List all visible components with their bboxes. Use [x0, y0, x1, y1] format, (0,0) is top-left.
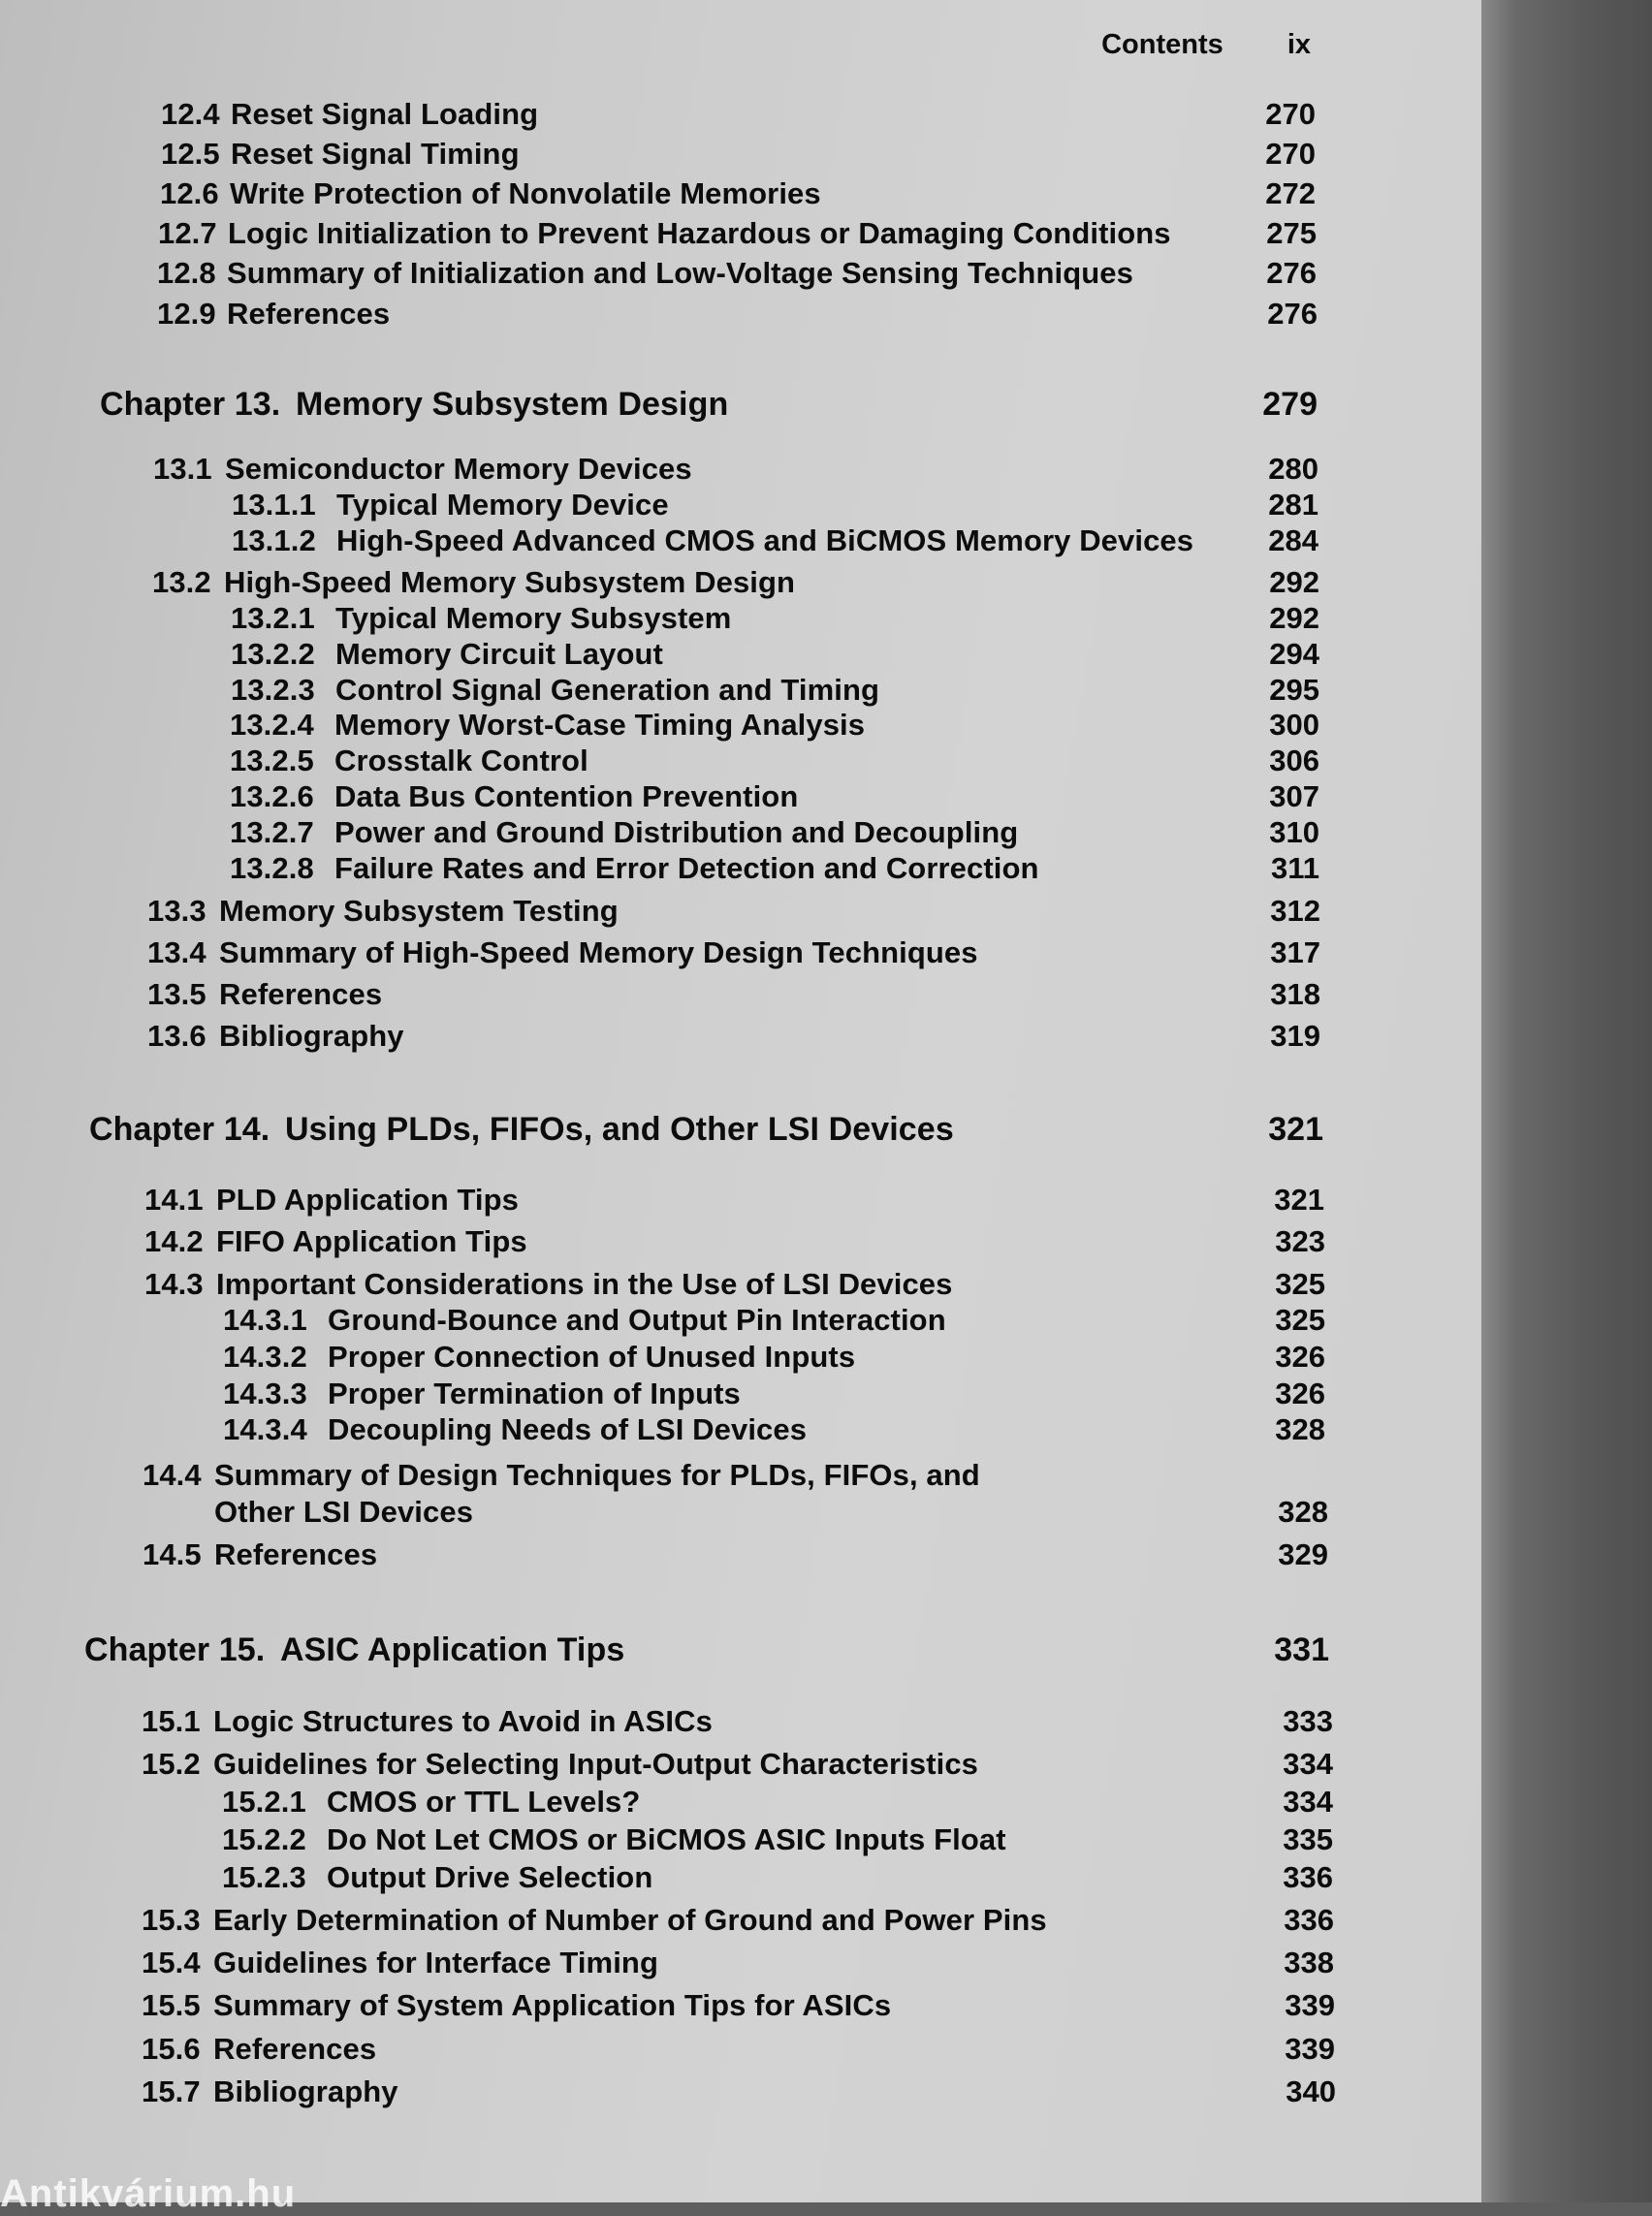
toc-entry — [142, 1903, 1538, 1940]
toc-entry — [222, 1822, 1618, 1859]
section-title: Summary of High-Speed Memory Design Techniques — [219, 935, 978, 969]
page-number: 276 — [1266, 256, 1317, 290]
entry-text — [160, 176, 821, 211]
section-number: 15.5 — [142, 1988, 201, 2022]
page-number: 328 — [1275, 1412, 1325, 1446]
section-number: 12.6 — [160, 176, 219, 210]
entry-text — [143, 1495, 473, 1530]
entry-text — [144, 1267, 952, 1302]
entry-text — [230, 708, 865, 743]
entry-text — [153, 452, 692, 487]
section-number: 13.3 — [147, 894, 206, 928]
section-number: 12.5 — [161, 137, 220, 171]
toc-entry — [230, 744, 1626, 780]
entry-text — [142, 1747, 978, 1782]
section-title: Write Protection of Nonvolatile Memories — [230, 176, 821, 210]
section-title: Logic Structures to Avoid in ASICs — [213, 1704, 713, 1738]
toc-entry — [232, 488, 1628, 524]
page-number: 321 — [1274, 1183, 1324, 1217]
entry-text — [142, 1903, 1047, 1938]
section-number: 13.2.2 — [231, 637, 315, 671]
toc-entry — [230, 851, 1626, 888]
section-number: 14.4 — [143, 1458, 202, 1492]
entry-text — [142, 2074, 398, 2109]
section-number: 13.6 — [147, 1019, 206, 1053]
toc-entry — [157, 256, 1553, 293]
section-number: 13.2.6 — [230, 779, 314, 813]
page-number: 307 — [1269, 779, 1319, 813]
entry-text — [161, 97, 538, 132]
page-number: 306 — [1269, 744, 1319, 777]
page-number: 294 — [1269, 637, 1319, 671]
section-number: 14.5 — [143, 1537, 202, 1571]
page-number: 270 — [1265, 97, 1316, 131]
toc-entry — [142, 2074, 1538, 2111]
section-title: ASIC Application Tips — [280, 1631, 625, 1668]
entry-text — [232, 523, 1193, 558]
page-number: 326 — [1275, 1340, 1325, 1374]
section-title: Memory Worst-Case Timing Analysis — [334, 708, 866, 742]
section-title: Guidelines for Selecting Input-Output Characteristics — [213, 1747, 979, 1781]
section-title: Proper Connection of Unused Inputs — [328, 1340, 856, 1374]
entry-text — [223, 1412, 807, 1447]
entry-text — [230, 744, 588, 778]
page-number: 334 — [1283, 1747, 1333, 1781]
toc-entry — [222, 1785, 1618, 1821]
toc-entry — [142, 1747, 1538, 1784]
section-number: 13.1 — [153, 452, 212, 486]
page-number: 276 — [1267, 297, 1318, 331]
toc-entry — [232, 523, 1628, 560]
section-title: Logic Initialization to Prevent Hazardous or Damaging Conditions — [228, 216, 1171, 250]
toc-entry — [147, 894, 1543, 931]
section-title: High-Speed Memory Subsystem Design — [224, 565, 796, 599]
toc-entry — [142, 1946, 1538, 1982]
entry-text — [100, 386, 728, 424]
entry-text — [89, 1111, 954, 1149]
page-number: 325 — [1275, 1267, 1325, 1301]
entry-text — [143, 1537, 377, 1572]
page-number: 329 — [1278, 1537, 1328, 1571]
toc-entry — [161, 137, 1557, 174]
header-page-number: ix — [1287, 29, 1311, 60]
section-number: 15.2.3 — [222, 1860, 306, 1894]
page-number: 323 — [1275, 1224, 1325, 1258]
section-number: 13.2.4 — [230, 708, 314, 742]
entry-text — [143, 1458, 980, 1493]
toc-entry — [144, 1224, 1541, 1261]
section-number: 14.2 — [144, 1224, 204, 1258]
page-number: 319 — [1270, 1019, 1320, 1053]
section-title: Proper Termination of Inputs — [328, 1377, 741, 1410]
entry-text — [222, 1785, 640, 1820]
page-number: 284 — [1268, 523, 1318, 557]
entry-text — [147, 935, 978, 970]
section-title: Memory Circuit Layout — [335, 637, 663, 671]
entry-text — [152, 565, 795, 600]
section-number: 12.9 — [157, 297, 216, 331]
section-title: Guidelines for Interface Timing — [213, 1946, 659, 1979]
entry-text — [147, 977, 382, 1012]
toc-entry — [231, 601, 1627, 638]
entry-text — [230, 815, 1018, 850]
entry-text — [223, 1377, 741, 1411]
section-title: Other LSI Devices — [214, 1495, 474, 1529]
toc-entry — [160, 176, 1556, 213]
watermark: Antikvárium.hu — [0, 2172, 297, 2215]
toc-entry — [157, 297, 1553, 333]
section-title: Decoupling Needs of LSI Devices — [328, 1412, 808, 1446]
toc-entry — [223, 1377, 1619, 1413]
section-number: 13.1.1 — [232, 488, 316, 522]
entry-text — [232, 488, 669, 522]
toc-entry — [152, 565, 1548, 602]
toc-entry — [161, 97, 1557, 134]
page-number: 326 — [1275, 1377, 1325, 1410]
toc-entry — [147, 1019, 1543, 1056]
section-number: 15.1 — [142, 1704, 201, 1738]
toc-entry — [230, 708, 1626, 744]
section-number: 15.2 — [142, 1747, 201, 1781]
section-title: Control Signal Generation and Timing — [335, 673, 880, 707]
entry-text — [230, 851, 1039, 886]
page-number: 292 — [1269, 565, 1319, 599]
section-title: PLD Application Tips — [216, 1183, 520, 1217]
section-title: Summary of Design Techniques for PLDs, FIFOs, and — [214, 1458, 980, 1492]
section-title: Bibliography — [213, 2074, 398, 2108]
section-number: 15.3 — [142, 1903, 201, 1937]
section-number: 14.3.3 — [223, 1377, 307, 1410]
header-title: Contents — [1101, 29, 1223, 60]
page-number: 335 — [1283, 1822, 1333, 1856]
page-number: 275 — [1266, 216, 1317, 250]
chapter-heading — [89, 1111, 1485, 1148]
section-title: FIFO Application Tips — [216, 1224, 527, 1258]
section-number: 14.3.1 — [223, 1303, 307, 1337]
toc-entry — [147, 977, 1543, 1014]
section-number: Chapter 15. — [84, 1631, 266, 1668]
entry-text — [144, 1183, 519, 1218]
section-number: Chapter 14. — [89, 1111, 270, 1148]
page-number: 334 — [1283, 1785, 1333, 1819]
entry-text — [231, 637, 663, 672]
entry-text — [230, 779, 798, 814]
entry-text — [222, 1860, 652, 1895]
entry-text — [158, 216, 1171, 251]
section-number: 12.7 — [158, 216, 217, 250]
page-number: 312 — [1270, 894, 1320, 928]
page-number: 331 — [1274, 1631, 1329, 1668]
page-number: 321 — [1268, 1111, 1323, 1148]
page-number: 272 — [1265, 176, 1316, 210]
page-number: 336 — [1283, 1860, 1333, 1894]
section-number: 13.2.8 — [230, 851, 314, 885]
section-title: Data Bus Contention Prevention — [334, 779, 799, 813]
section-title: Early Determination of Number of Ground and Power Pins — [213, 1903, 1047, 1937]
section-title: Failure Rates and Error Detection and Correction — [334, 851, 1039, 885]
entry-text — [142, 2032, 376, 2067]
section-title: References — [213, 2032, 377, 2066]
toc-entry — [223, 1303, 1619, 1340]
section-title: CMOS or TTL Levels? — [327, 1785, 641, 1819]
section-title: Output Drive Selection — [327, 1860, 653, 1894]
section-number: 13.2.1 — [231, 601, 315, 635]
page-number: 328 — [1278, 1495, 1328, 1529]
section-number: 13.1.2 — [232, 523, 316, 557]
section-title: Summary of System Application Tips for ASICs — [213, 1988, 892, 2022]
entry-text — [147, 1019, 404, 1054]
toc-entry — [142, 1704, 1538, 1741]
chapter-heading — [84, 1631, 1480, 1668]
toc-entry — [143, 1537, 1539, 1574]
section-number: 14.3.2 — [223, 1340, 307, 1374]
page-number: 325 — [1275, 1303, 1325, 1337]
section-title: References — [227, 297, 391, 331]
toc-entry — [223, 1340, 1619, 1377]
toc-entry — [142, 2032, 1538, 2069]
page-number: 300 — [1269, 708, 1319, 742]
entry-text — [161, 137, 520, 172]
toc-entry — [231, 673, 1627, 710]
page-number: 270 — [1265, 137, 1316, 171]
section-title: Ground-Bounce and Output Pin Interaction — [328, 1303, 946, 1337]
toc-entry — [153, 452, 1549, 489]
section-title: Typical Memory Subsystem — [335, 601, 732, 635]
section-number: 13.2.5 — [230, 744, 314, 777]
section-title: Crosstalk Control — [334, 744, 588, 777]
section-number: 13.2.7 — [230, 815, 314, 849]
entry-text — [223, 1303, 946, 1338]
section-number: 14.3 — [144, 1267, 204, 1301]
page-number: 311 — [1270, 851, 1319, 885]
section-title: Important Considerations in the Use of LSI Devices — [216, 1267, 953, 1301]
entry-text — [142, 1946, 658, 1980]
toc-entry — [231, 637, 1627, 674]
toc-entry — [222, 1860, 1618, 1897]
page-number: 279 — [1262, 386, 1318, 423]
entry-text — [157, 256, 1133, 291]
toc-entry — [144, 1267, 1541, 1304]
entry-text — [222, 1822, 1006, 1857]
section-number: Chapter 13. — [100, 386, 281, 423]
page-number: 318 — [1270, 977, 1320, 1011]
section-title: References — [214, 1537, 378, 1571]
section-title: Semiconductor Memory Devices — [225, 452, 692, 486]
section-title: Memory Subsystem Testing — [219, 894, 619, 928]
section-number: 15.7 — [142, 2074, 201, 2108]
section-title: Reset Signal Loading — [231, 97, 539, 131]
toc-entry — [147, 935, 1543, 972]
entry-text — [147, 894, 619, 929]
section-title: Memory Subsystem Design — [296, 386, 729, 423]
section-title: High-Speed Advanced CMOS and BiCMOS Memory Devices — [336, 523, 1194, 557]
page-number: 339 — [1285, 2032, 1335, 2066]
page-number: 333 — [1283, 1704, 1333, 1738]
toc-entry — [144, 1183, 1541, 1219]
section-title: Bibliography — [219, 1019, 404, 1053]
entry-text — [231, 673, 879, 708]
section-number: 15.4 — [142, 1946, 201, 1979]
toc-entry — [223, 1412, 1619, 1449]
entry-text — [157, 297, 390, 332]
page-number: 336 — [1284, 1903, 1334, 1937]
page-number: 317 — [1270, 935, 1320, 969]
page-number: 281 — [1268, 488, 1318, 522]
section-number: 13.5 — [147, 977, 206, 1011]
section-title: Summary of Initialization and Low-Voltage Sensing Techniques — [227, 256, 1133, 290]
section-number: 15.6 — [142, 2032, 201, 2066]
page-number: 338 — [1284, 1946, 1334, 1979]
section-title: Power and Ground Distribution and Decoupling — [334, 815, 1019, 849]
toc-entry — [143, 1495, 1539, 1532]
entry-text — [84, 1631, 624, 1669]
toc-entry — [158, 216, 1554, 253]
section-title: Typical Memory Device — [336, 488, 669, 522]
page-number: 292 — [1269, 601, 1319, 635]
toc-entry — [143, 1458, 1539, 1495]
section-number: 15.2.2 — [222, 1822, 306, 1856]
page-number: 340 — [1286, 2074, 1336, 2108]
entry-text — [142, 1988, 891, 2023]
entry-text — [144, 1224, 527, 1259]
section-number: 13.2.3 — [231, 673, 315, 707]
chapter-heading — [100, 386, 1496, 423]
section-number: 13.2 — [152, 565, 211, 599]
page-number: 295 — [1269, 673, 1319, 707]
toc-entry — [230, 779, 1626, 816]
section-number: 12.4 — [161, 97, 220, 131]
section-title: Do Not Let CMOS or BiCMOS ASIC Inputs Float — [327, 1822, 1006, 1856]
section-number: 12.8 — [157, 256, 216, 290]
toc-entry — [230, 815, 1626, 852]
page-number: 280 — [1268, 452, 1318, 486]
entry-text — [223, 1340, 855, 1375]
page-number: 339 — [1285, 1988, 1335, 2022]
section-number: 15.2.1 — [222, 1785, 306, 1819]
section-title: Using PLDs, FIFOs, and Other LSI Devices — [285, 1111, 954, 1148]
section-number: 14.3.4 — [223, 1412, 307, 1446]
page-number: 310 — [1269, 815, 1319, 849]
section-number: 13.4 — [147, 935, 206, 969]
toc-entry — [142, 1988, 1538, 2025]
entry-text — [231, 601, 731, 636]
entry-text — [142, 1704, 713, 1739]
section-title: Reset Signal Timing — [231, 137, 520, 171]
section-title: References — [219, 977, 383, 1011]
section-number: 14.1 — [144, 1183, 204, 1217]
